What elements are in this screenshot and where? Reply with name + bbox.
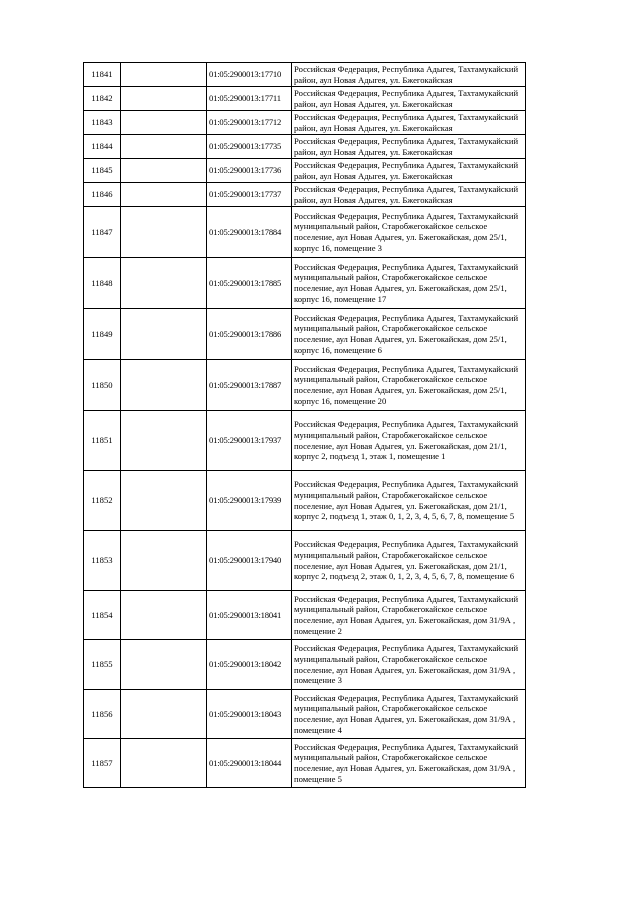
table-row bbox=[84, 739, 526, 788]
table-row bbox=[84, 135, 526, 159]
address: Российская Федерация, Республика Адыгея, Тахтамукайский муниципальный район, Старобжегокайское сельское поселение, аул Новая Адыгея, ул. Бжегокайская, дом 25/1, корпус 16, помещение 20 bbox=[292, 360, 526, 411]
address: Российская Федерация, Республика Адыгея, Тахтамукайский муниципальный район, Старобжегокайское сельское поселение, аул Новая Адыгея, ул. Бжегокайская, дом 21/1, корпус 2, подъезд 2, этаж 0, 1, 2, 3, 4, 5, 6, 7, 8, помещение 6 bbox=[292, 531, 526, 591]
empty-cell bbox=[121, 309, 207, 360]
address: Российская Федерация, Республика Адыгея, Тахтамукайский муниципальный район, Старобжегокайское сельское поселение, аул Новая Адыгея, ул. Бжегокайская, дом 25/1, корпус 16, помещение 6 bbox=[292, 309, 526, 360]
empty-cell bbox=[121, 87, 207, 111]
cadastral-number: 01:05:2900013:17886 bbox=[207, 309, 292, 360]
address: Российская Федерация, Республика Адыгея, Тахтамукайский район, аул Новая Адыгея, ул. Бжегокайская bbox=[292, 183, 526, 207]
row-number: 11850 bbox=[84, 360, 121, 411]
cadastral-number: 01:05:2900013:17884 bbox=[207, 207, 292, 258]
address: Российская Федерация, Республика Адыгея, Тахтамукайский муниципальный район, Старобжегокайское сельское поселение, аул Новая Адыгея, ул. Бжегокайская, дом 21/1, корпус 2, подъезд 1, этаж 1, помещение 1 bbox=[292, 411, 526, 471]
empty-cell bbox=[121, 531, 207, 591]
cadastral-number: 01:05:2900013:17885 bbox=[207, 258, 292, 309]
address: Российская Федерация, Республика Адыгея, Тахтамукайский муниципальный район, Старобжегокайское сельское поселение, аул Новая Адыгея, ул. Бжегокайская, дом 25/1, корпус 16, помещение 3 bbox=[292, 207, 526, 258]
empty-cell bbox=[121, 258, 207, 309]
empty-cell bbox=[121, 471, 207, 531]
table-row bbox=[84, 207, 526, 258]
empty-cell bbox=[121, 135, 207, 159]
row-number: 11854 bbox=[84, 591, 121, 640]
table-row bbox=[84, 411, 526, 471]
table-row bbox=[84, 360, 526, 411]
empty-cell bbox=[121, 640, 207, 690]
empty-cell bbox=[121, 411, 207, 471]
row-number: 11853 bbox=[84, 531, 121, 591]
address: Российская Федерация, Республика Адыгея, Тахтамукайский муниципальный район, Старобжегокайское сельское поселение, аул Новая Адыгея, ул. Бжегокайская, дом 21/1, корпус 2, подъезд 1, этаж 0, 1, 2, 3, 4, 5, 6, 7, 8, помещение 5 bbox=[292, 471, 526, 531]
address: Российская Федерация, Республика Адыгея, Тахтамукайский муниципальный район, Старобжегокайское сельское поселение, аул Новая Адыгея, ул. Бжегокайская, дом 31/9А , помещение 3 bbox=[292, 640, 526, 690]
table-row bbox=[84, 591, 526, 640]
table-row bbox=[84, 258, 526, 309]
table-row bbox=[84, 640, 526, 690]
empty-cell bbox=[121, 591, 207, 640]
table-row bbox=[84, 111, 526, 135]
empty-cell bbox=[121, 739, 207, 788]
address: Российская Федерация, Республика Адыгея, Тахтамукайский район, аул Новая Адыгея, ул. Бжегокайская bbox=[292, 63, 526, 87]
address: Российская Федерация, Республика Адыгея, Тахтамукайский муниципальный район, Старобжегокайское сельское поселение, аул Новая Адыгея, ул. Бжегокайская, дом 25/1, корпус 16, помещение 17 bbox=[292, 258, 526, 309]
table-row bbox=[84, 531, 526, 591]
cadastral-number: 01:05:2900013:17735 bbox=[207, 135, 292, 159]
row-number: 11846 bbox=[84, 183, 121, 207]
cadastral-number: 01:05:2900013:17940 bbox=[207, 531, 292, 591]
empty-cell bbox=[121, 111, 207, 135]
cadastral-number: 01:05:2900013:18043 bbox=[207, 690, 292, 739]
row-number: 11848 bbox=[84, 258, 121, 309]
table-row bbox=[84, 690, 526, 739]
table-row bbox=[84, 87, 526, 111]
registry-table bbox=[83, 62, 526, 788]
address: Российская Федерация, Республика Адыгея, Тахтамукайский район, аул Новая Адыгея, ул. Бжегокайская bbox=[292, 87, 526, 111]
cadastral-number: 01:05:2900013:17937 bbox=[207, 411, 292, 471]
cadastral-number: 01:05:2900013:17939 bbox=[207, 471, 292, 531]
empty-cell bbox=[121, 690, 207, 739]
row-number: 11843 bbox=[84, 111, 121, 135]
address: Российская Федерация, Республика Адыгея, Тахтамукайский район, аул Новая Адыгея, ул. Бжегокайская bbox=[292, 135, 526, 159]
table-row bbox=[84, 183, 526, 207]
address: Российская Федерация, Республика Адыгея, Тахтамукайский муниципальный район, Старобжегокайское сельское поселение, аул Новая Адыгея, ул. Бжегокайская, дом 31/9А , помещение 4 bbox=[292, 690, 526, 739]
row-number: 11844 bbox=[84, 135, 121, 159]
address: Российская Федерация, Республика Адыгея, Тахтамукайский муниципальный район, Старобжегокайское сельское поселение, аул Новая Адыгея, ул. Бжегокайская, дом 31/9А , помещение 2 bbox=[292, 591, 526, 640]
cadastral-number: 01:05:2900013:17711 bbox=[207, 87, 292, 111]
cadastral-number: 01:05:2900013:18042 bbox=[207, 640, 292, 690]
row-number: 11852 bbox=[84, 471, 121, 531]
cadastral-number: 01:05:2900013:17887 bbox=[207, 360, 292, 411]
cadastral-number: 01:05:2900013:18044 bbox=[207, 739, 292, 788]
empty-cell bbox=[121, 183, 207, 207]
row-number: 11845 bbox=[84, 159, 121, 183]
row-number: 11842 bbox=[84, 87, 121, 111]
cadastral-number: 01:05:2900013:17712 bbox=[207, 111, 292, 135]
row-number: 11847 bbox=[84, 207, 121, 258]
table-row bbox=[84, 159, 526, 183]
table-row bbox=[84, 309, 526, 360]
empty-cell bbox=[121, 159, 207, 183]
table-row bbox=[84, 471, 526, 531]
row-number: 11855 bbox=[84, 640, 121, 690]
row-number: 11841 bbox=[84, 63, 121, 87]
row-number: 11849 bbox=[84, 309, 121, 360]
cadastral-number: 01:05:2900013:18041 bbox=[207, 591, 292, 640]
cadastral-number: 01:05:2900013:17736 bbox=[207, 159, 292, 183]
empty-cell bbox=[121, 63, 207, 87]
address: Российская Федерация, Республика Адыгея, Тахтамукайский район, аул Новая Адыгея, ул. Бжегокайская bbox=[292, 159, 526, 183]
table-row bbox=[84, 63, 526, 87]
empty-cell bbox=[121, 207, 207, 258]
cadastral-number: 01:05:2900013:17737 bbox=[207, 183, 292, 207]
row-number: 11856 bbox=[84, 690, 121, 739]
address: Российская Федерация, Республика Адыгея, Тахтамукайский район, аул Новая Адыгея, ул. Бжегокайская bbox=[292, 111, 526, 135]
empty-cell bbox=[121, 360, 207, 411]
address: Российская Федерация, Республика Адыгея, Тахтамукайский муниципальный район, Старобжегокайское сельское поселение, аул Новая Адыгея, ул. Бжегокайская, дом 31/9А , помещение 5 bbox=[292, 739, 526, 788]
row-number: 11857 bbox=[84, 739, 121, 788]
row-number: 11851 bbox=[84, 411, 121, 471]
cadastral-number: 01:05:2900013:17710 bbox=[207, 63, 292, 87]
